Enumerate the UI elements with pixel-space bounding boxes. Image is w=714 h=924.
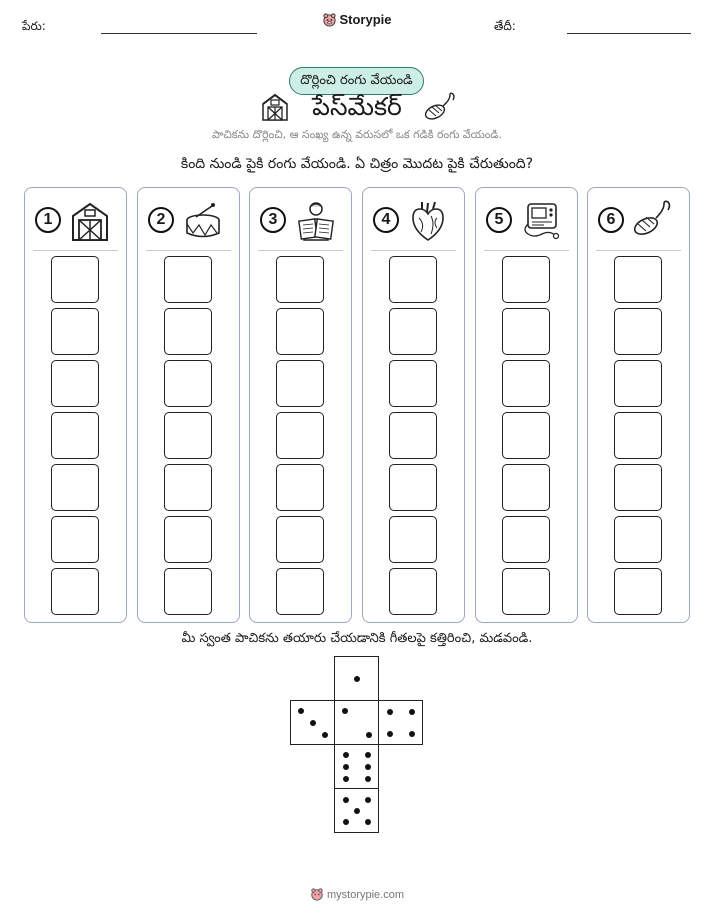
color-box[interactable] — [614, 360, 662, 407]
instruction-line-1: పాచికను దొర్లించి, ఆ సంఖ్య ఉన్న వరుసలో ఒక గడికి రంగు వేయండి. — [212, 128, 502, 141]
color-box[interactable] — [276, 412, 324, 459]
column-divider — [596, 250, 681, 251]
color-box[interactable] — [614, 516, 662, 563]
color-box[interactable] — [51, 308, 99, 355]
column-divider — [146, 250, 231, 251]
date-label: తేదీ: — [494, 19, 516, 33]
brand-name: Storypie — [339, 12, 392, 27]
color-box[interactable] — [389, 568, 437, 615]
color-box[interactable] — [51, 568, 99, 615]
heart-icon — [407, 200, 449, 242]
column-number: 6 — [598, 207, 624, 233]
column-2 — [137, 187, 240, 623]
column-6 — [587, 187, 690, 623]
color-box[interactable] — [614, 412, 662, 459]
die-pip — [366, 732, 372, 738]
column-divider — [371, 250, 456, 251]
color-box[interactable] — [276, 568, 324, 615]
die-face-1[interactable] — [334, 656, 379, 701]
die-pip — [298, 708, 304, 714]
instruction-line-2: కింది నుండి పైకి రంగు వేయండి. ఏ చిత్రం మొదట పైకి చేరుతుంది? — [180, 156, 534, 172]
die-pip — [409, 731, 415, 737]
roll-color-badge: దొర్లించి రంగు వేయండి — [289, 67, 424, 95]
column-number: 1 — [35, 207, 61, 233]
die-face-5[interactable] — [334, 788, 379, 833]
color-box[interactable] — [502, 256, 550, 303]
color-box[interactable] — [502, 516, 550, 563]
color-box[interactable] — [502, 308, 550, 355]
column-number: 5 — [486, 207, 512, 233]
color-box[interactable] — [276, 464, 324, 511]
color-box[interactable] — [614, 568, 662, 615]
brand-logo — [0, 12, 714, 27]
doctor-reading-icon — [294, 200, 336, 242]
color-box[interactable] — [614, 308, 662, 355]
column-number: 2 — [148, 207, 174, 233]
color-box[interactable] — [389, 412, 437, 459]
color-box[interactable] — [389, 360, 437, 407]
color-box[interactable] — [502, 568, 550, 615]
color-box[interactable] — [502, 412, 550, 459]
die-pip — [343, 819, 349, 825]
column-divider — [258, 250, 343, 251]
pacemaker-device-icon — [632, 200, 674, 242]
die-pip — [409, 709, 415, 715]
color-box[interactable] — [502, 464, 550, 511]
column-number: 4 — [373, 207, 399, 233]
color-box[interactable] — [276, 516, 324, 563]
color-box[interactable] — [51, 360, 99, 407]
color-box[interactable] — [502, 360, 550, 407]
color-box[interactable] — [164, 256, 212, 303]
pacemaker-device-icon — [424, 92, 458, 122]
color-box[interactable] — [389, 464, 437, 511]
die-pip — [365, 797, 371, 803]
die-pip — [354, 676, 360, 682]
name-label: పేరు: — [22, 19, 46, 33]
color-box[interactable] — [51, 412, 99, 459]
drum-icon — [182, 200, 224, 242]
color-box[interactable] — [164, 308, 212, 355]
name-line[interactable] — [101, 33, 257, 34]
storypie-logo-icon — [322, 12, 337, 27]
column-1 — [24, 187, 127, 623]
die-pip — [365, 776, 371, 782]
color-box[interactable] — [389, 308, 437, 355]
color-box[interactable] — [164, 360, 212, 407]
die-pip — [365, 819, 371, 825]
column-5 — [475, 187, 578, 623]
die-face-3[interactable] — [290, 700, 335, 745]
column-divider — [484, 250, 569, 251]
die-pip — [310, 720, 316, 726]
color-box[interactable] — [389, 256, 437, 303]
column-3 — [249, 187, 352, 623]
monitor-machine-icon — [520, 200, 562, 242]
color-box[interactable] — [276, 360, 324, 407]
color-box[interactable] — [51, 516, 99, 563]
color-box[interactable] — [389, 516, 437, 563]
die-pip — [387, 731, 393, 737]
column-number: 3 — [260, 207, 286, 233]
color-box[interactable] — [164, 516, 212, 563]
color-box[interactable] — [51, 256, 99, 303]
cut-instruction: మీ స్వంత పాచికను తయారు చేయడానికి గీతలపై కత్తిరించి, మడవండి. — [181, 631, 533, 646]
color-box[interactable] — [614, 256, 662, 303]
barn-icon — [69, 200, 111, 242]
die-face-2[interactable] — [334, 700, 379, 745]
color-box[interactable] — [164, 412, 212, 459]
color-box[interactable] — [51, 464, 99, 511]
color-box[interactable] — [614, 464, 662, 511]
column-4 — [362, 187, 465, 623]
date-line[interactable] — [567, 33, 691, 34]
color-box[interactable] — [276, 256, 324, 303]
die-pip — [365, 764, 371, 770]
page-title: పేస్‌మేకర్ — [312, 92, 402, 121]
footer-url[interactable]: mystorypie.com — [326, 889, 405, 901]
color-box[interactable] — [164, 464, 212, 511]
die-pip — [343, 752, 349, 758]
footer — [0, 887, 714, 901]
die-pip — [354, 808, 360, 814]
die-pip — [343, 776, 349, 782]
color-box[interactable] — [164, 568, 212, 615]
die-pip — [343, 797, 349, 803]
die-pip — [342, 708, 348, 714]
die-face-4[interactable] — [378, 700, 423, 745]
title-row — [0, 90, 714, 124]
die-face-6[interactable] — [334, 744, 379, 789]
die-pip — [387, 709, 393, 715]
die-pip — [365, 752, 371, 758]
die-pip — [343, 764, 349, 770]
color-box[interactable] — [276, 308, 324, 355]
die-pip — [322, 732, 328, 738]
storypie-logo-icon — [310, 887, 324, 901]
column-divider — [33, 250, 118, 251]
